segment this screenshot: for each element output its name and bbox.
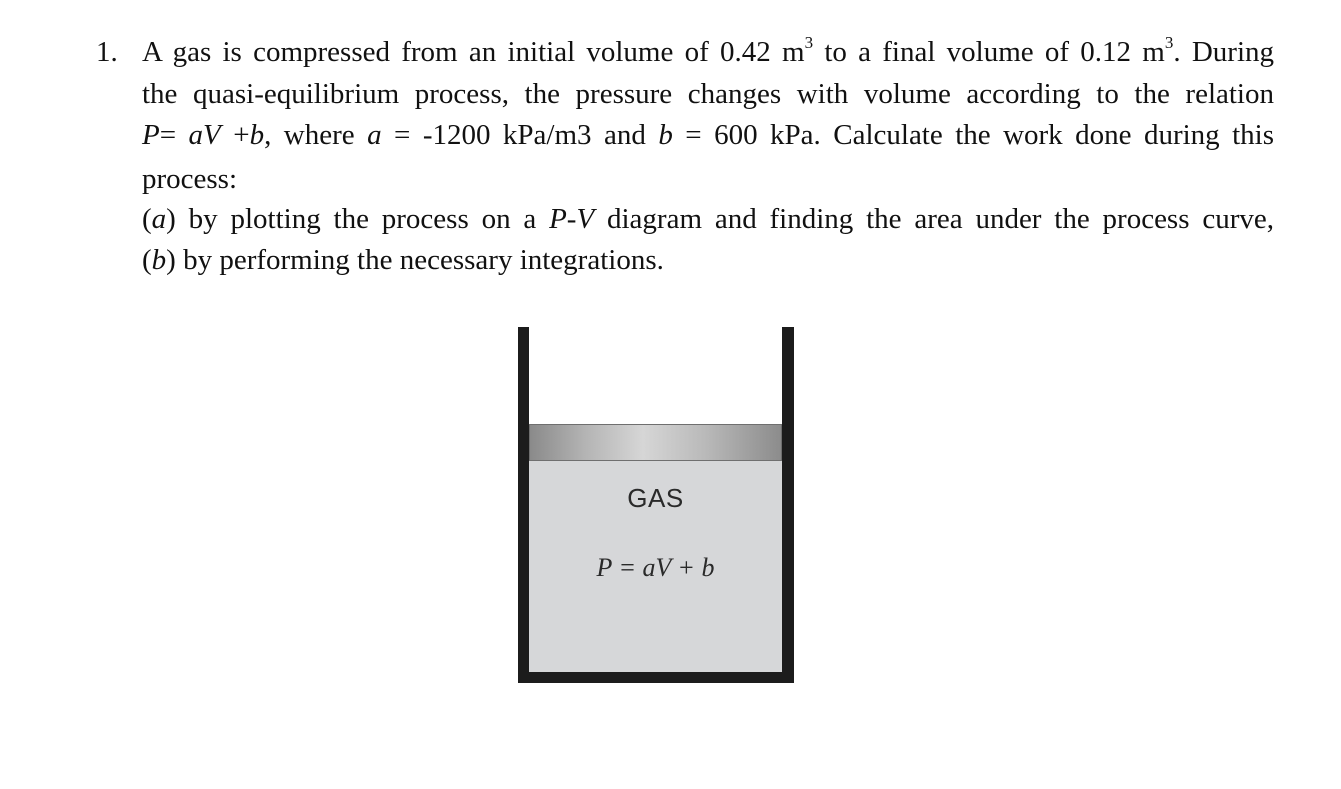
- line3-plus: +: [220, 119, 250, 151]
- problem-line-4: process:: [142, 163, 238, 195]
- cylinder-right-wall: [782, 327, 794, 683]
- line1-exponent-2: 3: [1164, 33, 1174, 52]
- cylinder-left-wall: [518, 327, 529, 683]
- part-a-text-1: by plotting the process on a: [175, 203, 550, 235]
- problem-part-a: (a) by plotting the process on a P-V diagram and finding the area under the process curve,: [142, 203, 1274, 235]
- line1-part-c: . During: [1173, 36, 1274, 68]
- line3-b-value: = 600 kPa. Calculate the work done during this: [672, 119, 1275, 151]
- part-b-label: b: [151, 244, 167, 276]
- pv-symbol: P-V: [549, 203, 595, 235]
- part-a-label: a: [151, 203, 167, 235]
- symbol-av: aV: [188, 119, 221, 151]
- piston-cylinder-figure: [518, 327, 795, 683]
- piston: [529, 424, 782, 461]
- symbol-p: P: [142, 119, 160, 151]
- symbol-b: b: [249, 119, 265, 151]
- line3-equals: =: [159, 119, 189, 151]
- cylinder-bottom: [518, 672, 794, 683]
- part-b-text: by performing the necessary integrations.: [175, 244, 664, 276]
- line1-part-a: A gas is compressed from an initial volume of 0.42 m: [142, 36, 805, 68]
- problem-number: 1.: [96, 36, 118, 68]
- symbol-a: a: [367, 119, 382, 151]
- line3-where: , where: [264, 119, 368, 151]
- problem-part-b: (b) by performing the necessary integrations.: [142, 244, 664, 276]
- problem-line-2: the quasi-equilibrium process, the pressure changes with volume according to the relation: [142, 78, 1274, 110]
- problem-line-1: [142, 33, 1274, 68]
- line1-exponent-1: 3: [804, 33, 814, 52]
- problem-line-3: [142, 121, 1274, 150]
- gas-equation: P = aV + b: [596, 553, 715, 582]
- part-a-text-2: diagram and finding the area under the process curve,: [594, 203, 1274, 235]
- line1-part-b: to a final volume of 0.12 m: [813, 36, 1165, 68]
- gas-label: GAS: [627, 483, 684, 513]
- symbol-b-2: b: [658, 119, 673, 151]
- line3-a-value: = -1200 kPa/m3 and: [381, 119, 659, 151]
